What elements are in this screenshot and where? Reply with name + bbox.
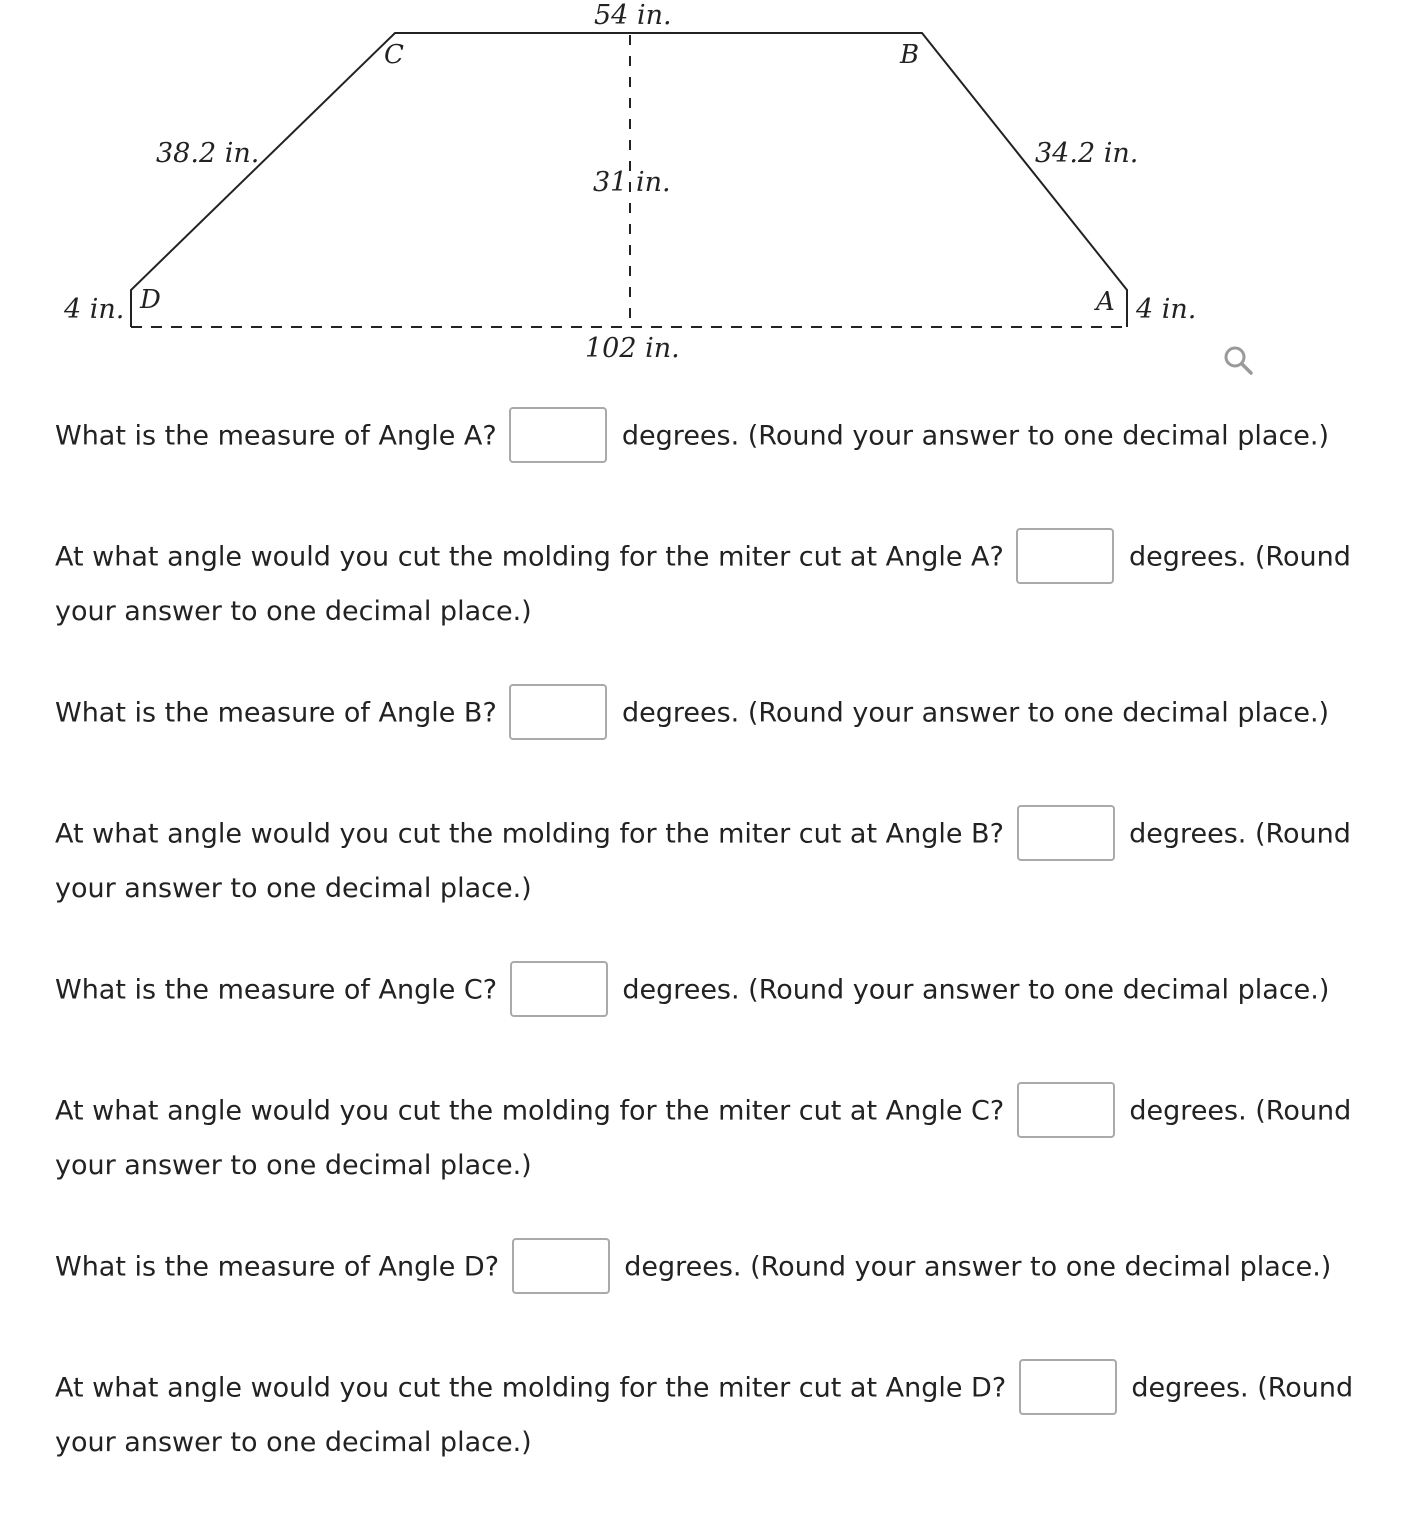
angle-b-input[interactable] [509, 684, 607, 740]
question-prompt: What is the measure of Angle A? [55, 420, 497, 452]
question-prompt: At what angle would you cut the molding for the miter cut at Angle B? [55, 818, 1004, 850]
top-side-label: 54 in. [594, 0, 672, 31]
question-angle-c [55, 963, 1375, 1019]
bottom-label: 102 in. [585, 333, 680, 364]
left-short-label: 4 in. [64, 294, 125, 325]
miter-b-input[interactable] [1017, 805, 1115, 861]
angle-a-input[interactable] [509, 407, 607, 463]
question-prompt: At what angle would you cut the molding for the miter cut at Angle A? [55, 541, 1004, 573]
question-miter-c [55, 1084, 1375, 1192]
angle-d-input[interactable] [512, 1238, 610, 1294]
vertex-d-label: D [140, 285, 161, 315]
trapezoid-diagram [0, 0, 1422, 400]
question-prompt: What is the measure of Angle B? [55, 697, 497, 729]
question-prompt: At what angle would you cut the molding for the miter cut at Angle C? [55, 1095, 1005, 1127]
question-suffix: degrees. (Round your answer to one decimal place.) [622, 974, 1330, 1006]
miter-d-input[interactable] [1019, 1359, 1117, 1415]
question-suffix: degrees. (Round your answer to one decimal place.) [55, 541, 1351, 627]
question-suffix: degrees. (Round your answer to one decimal place.) [624, 1251, 1332, 1283]
vertex-b-label: B [900, 40, 920, 70]
question-angle-b [55, 686, 1375, 742]
question-miter-a [55, 530, 1375, 638]
question-suffix: degrees. (Round your answer to one decimal place.) [55, 818, 1351, 904]
question-suffix: degrees. (Round your answer to one decimal place.) [55, 1095, 1352, 1181]
question-suffix: degrees. (Round your answer to one decimal place.) [55, 1372, 1354, 1458]
question-prompt: What is the measure of Angle D? [55, 1251, 500, 1283]
question-miter-d [55, 1361, 1375, 1469]
left-slant-label: 38.2 in. [156, 138, 260, 169]
question-suffix: degrees. (Round your answer to one decimal place.) [621, 420, 1330, 452]
question-angle-d [55, 1240, 1375, 1296]
vertex-c-label: C [384, 40, 404, 70]
angle-c-input[interactable] [510, 961, 608, 1017]
vertex-a-label: A [1096, 287, 1115, 317]
height-label: 31 in. [593, 167, 671, 198]
question-angle-a [55, 409, 1375, 465]
miter-a-input[interactable] [1016, 528, 1114, 584]
question-miter-b [55, 807, 1375, 915]
right-short-label: 4 in. [1136, 294, 1197, 325]
question-prompt: What is the measure of Angle C? [55, 974, 498, 1006]
right-slant-label: 34.2 in. [1035, 138, 1139, 169]
miter-c-input[interactable] [1017, 1082, 1115, 1138]
magnifier-icon[interactable] [1220, 342, 1256, 378]
question-suffix: degrees. (Round your answer to one decimal place.) [621, 697, 1330, 729]
question-prompt: At what angle would you cut the molding for the miter cut at Angle D? [55, 1372, 1007, 1404]
